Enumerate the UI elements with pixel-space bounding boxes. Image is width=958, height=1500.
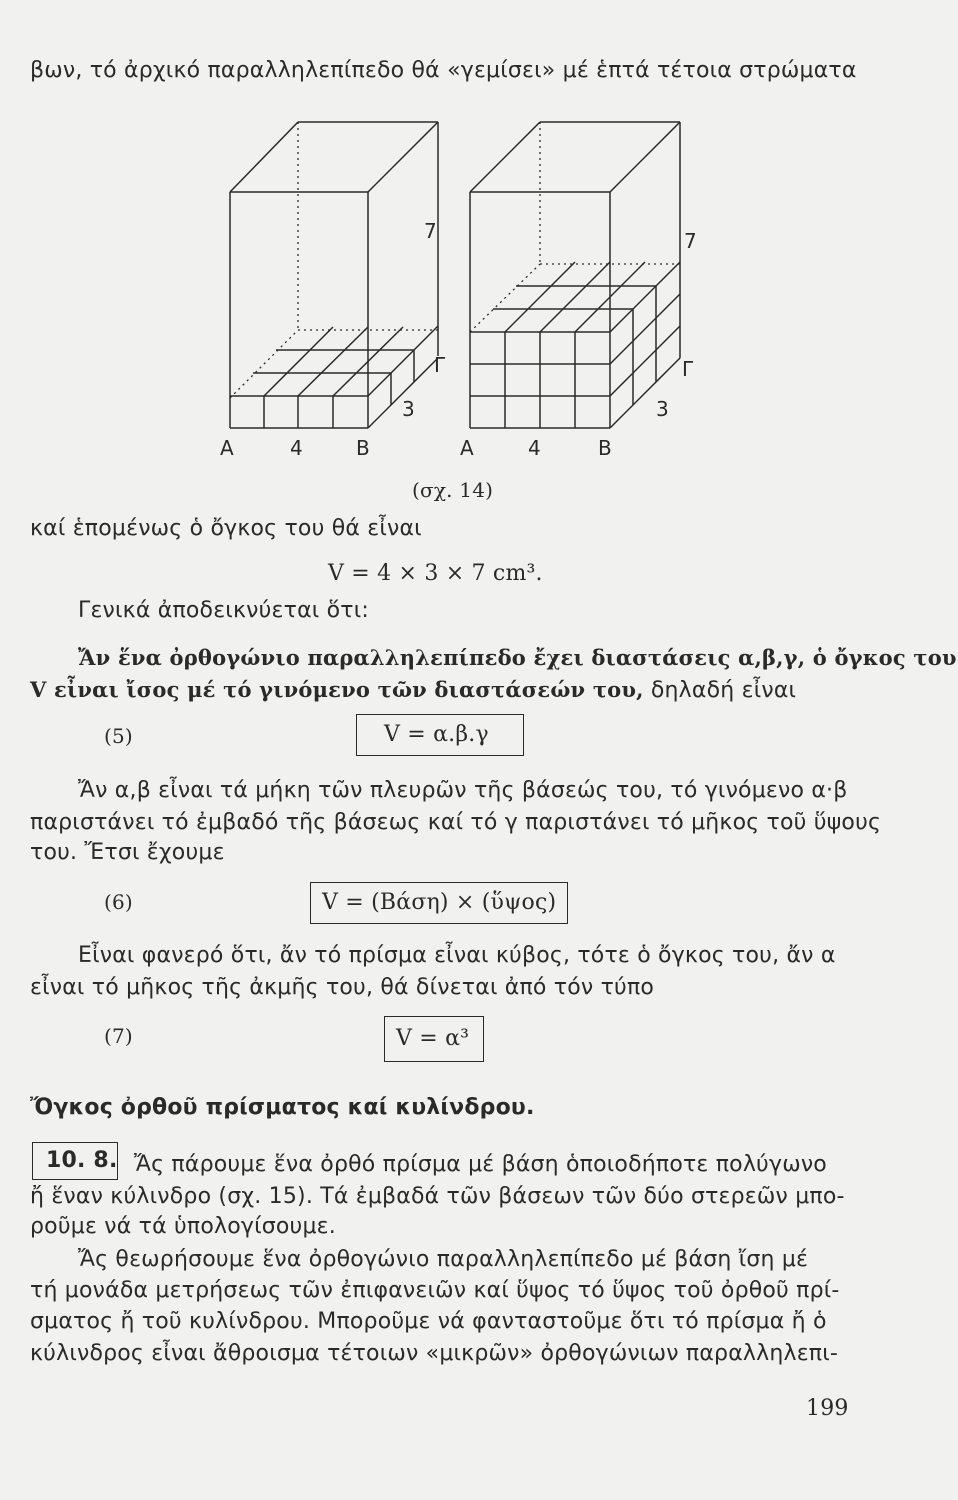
equation-5: V = α.β.γ bbox=[384, 722, 489, 747]
figure-label-wid: 3 bbox=[656, 397, 669, 421]
figure-label-len: 4 bbox=[528, 436, 541, 460]
theorem-line: Ἄν ἕνα ὀρθογώνιο παραλληλεπίπεδο ἔχει διαστάσεις α,β,γ, ὁ ὄγκος του bbox=[78, 645, 957, 670]
left-cuboid bbox=[220, 122, 446, 460]
figure-label-hgt: 7 bbox=[424, 219, 437, 243]
text-line: κύλινδρος εἶναι ἄθροισμα τέτοιων «μικρῶν» ὀρθογώνιων παραλληλεπι- bbox=[30, 1341, 839, 1366]
page-number: 199 bbox=[806, 1396, 849, 1421]
figure-label-a: Α bbox=[220, 436, 234, 460]
text-line: παριστάνει τό ἐμβαδό τῆς βάσεως καί τό γ παριστάνει τό μῆκος τοῦ ὕψους bbox=[30, 810, 882, 835]
equation-label: (6) bbox=[104, 890, 133, 914]
formula-volume-example: V = 4 × 3 × 7 cm³. bbox=[328, 561, 543, 586]
figure-label-hgt: 7 bbox=[684, 229, 697, 253]
equation-7: V = α³ bbox=[396, 1026, 470, 1051]
text-line: ροῦμε νά τά ὑπολογίσουμε. bbox=[30, 1214, 336, 1239]
section-heading: Ὄγκος ὀρθοῦ πρίσματος καί κυλίνδρου. bbox=[30, 1095, 535, 1120]
right-cuboid bbox=[460, 122, 697, 460]
figure-label-g: Γ bbox=[682, 357, 694, 381]
figure-label-wid: 3 bbox=[402, 397, 415, 421]
text-line: Ἄς θεωρήσουμε ἕνα ὀρθογώνιο παραλληλεπίπεδο μέ βάση ἴση μέ bbox=[78, 1247, 809, 1272]
theorem-plain-text: δηλαδή εἶναι bbox=[650, 678, 797, 703]
text-line: Εἶναι φανερό ὅτι, ἄν τό πρίσμα εἶναι κύβος, τότε ὁ ὄγκος του, ἄν α bbox=[78, 943, 836, 968]
figure-label-b: Β bbox=[598, 436, 612, 460]
text-line: ἤ ἕναν κύλινδρο (σχ. 15). Τά ἐμβαδά τῶν βάσεων τῶν δύο στερεῶν μπο- bbox=[30, 1184, 845, 1209]
equation-label: (5) bbox=[104, 724, 133, 748]
figure-label-b: Β bbox=[356, 436, 370, 460]
theorem-bold-text: V εἶναι ἴσος μέ τό γινόμενο τῶν διαστάσεών του, bbox=[30, 677, 644, 702]
text-line: του. Ἔτσι ἔχουμε bbox=[30, 840, 225, 865]
theorem-line bbox=[30, 677, 796, 703]
text-line: σματος ἤ τοῦ κυλίνδρου. Μποροῦμε νά φανταστοῦμε ὅτι τό πρίσμα ἤ ὁ bbox=[30, 1309, 827, 1334]
text-line: βων, τό ἀρχικό παραλληλεπίπεδο θά «γεμίσει» μέ ἑπτά τέτοια στρώματα bbox=[30, 58, 857, 83]
figure-label-g: Γ bbox=[434, 353, 446, 377]
section-number: 10. 8. bbox=[46, 1148, 118, 1173]
figure-label-a: Α bbox=[460, 436, 474, 460]
figure-caption: (σχ. 14) bbox=[412, 478, 494, 502]
text-line: Ἄν α,β εἶναι τά μήκη τῶν πλευρῶν τῆς βάσεώς του, τό γινόμενο α·β bbox=[78, 778, 848, 803]
text-line: τή μονάδα μετρήσεως τῶν ἐπιφανειῶν καί ὕψος τό ὕψος τοῦ ὀρθοῦ πρί- bbox=[30, 1278, 840, 1303]
text-line: Γενικά ἀποδεικνύεται ὅτι: bbox=[78, 598, 369, 623]
figure-14-cuboids bbox=[0, 0, 958, 470]
text-line: εἶναι τό μῆκος τῆς ἀκμῆς του, θά δίνεται ἀπό τόν τύπο bbox=[30, 975, 655, 1000]
equation-6: V = (Βάση) × (ὕψος) bbox=[322, 890, 557, 915]
equation-label: (7) bbox=[104, 1024, 133, 1048]
text-line: Ἄς πάρουμε ἕνα ὀρθό πρίσμα μέ βάση ὁποιοδήποτε πολύγωνο bbox=[134, 1152, 827, 1177]
text-line: καί ἑπομένως ὁ ὄγκος του θά εἶναι bbox=[30, 516, 422, 541]
figure-label-len: 4 bbox=[290, 436, 303, 460]
